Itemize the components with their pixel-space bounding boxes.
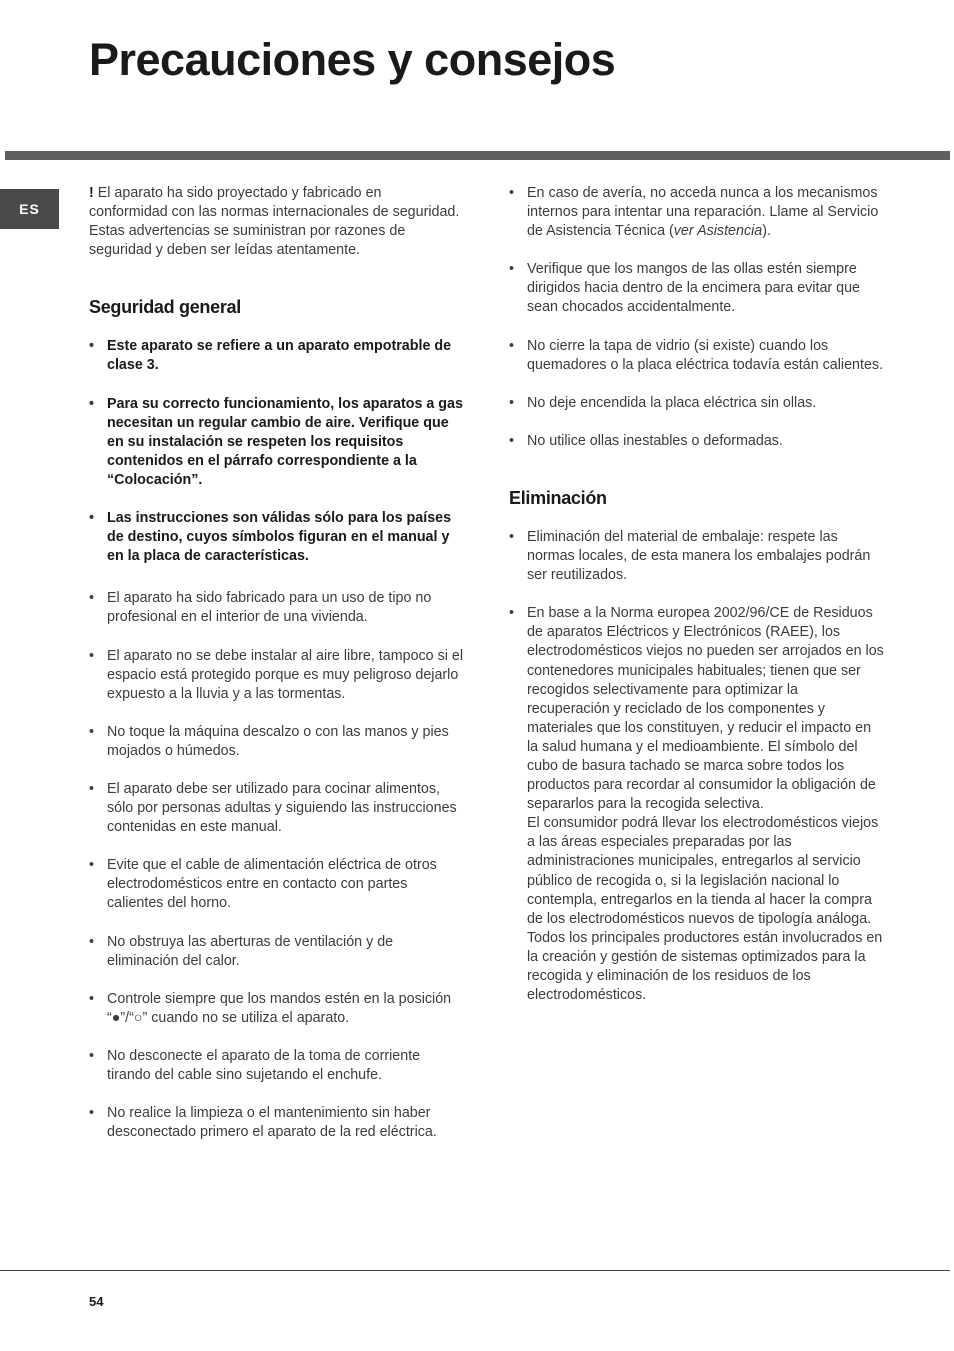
list-item: • No utilice ollas inestables o deformadas.	[509, 432, 884, 451]
list-item: • El aparato debe ser utilizado para cocinar alimentos, sólo por personas adultas y siguiendo las instrucciones contenidas en este manual.	[89, 780, 464, 837]
seguridad-heading: Seguridad general	[89, 297, 241, 318]
list-item: • No cierre la tapa de vidrio (si existe) cuando los quemadores o la placa eléctrica todavía están calientes.	[509, 337, 884, 375]
intro-paragraph	[89, 184, 464, 260]
warning-mark: !	[89, 185, 94, 201]
intro-text: El aparato ha sido proyectado y fabricado en conformidad con las normas internacionales de seguridad. Estas advertencias se suministran por razones de seguridad y deben ser leídas atentamente.	[89, 185, 460, 259]
seguridad-bold-list	[89, 337, 464, 566]
precautions-list	[509, 184, 884, 451]
list-item: • No desconecte el aparato de la toma de corriente tirando del cable sino sujetando el enchufe.	[89, 1047, 464, 1085]
list-item: • Eliminación del material de embalaje: respete las normas locales, de esta manera los embalajes podrán ser reutilizados.	[509, 528, 884, 585]
list-item: • No realice la limpieza o el mantenimiento sin haber desconectado primero el aparato de la red eléctrica.	[89, 1104, 464, 1142]
list-item	[509, 604, 884, 1005]
list-item: • No toque la máquina descalzo o con las manos y pies mojados o húmedos.	[89, 723, 464, 761]
averia-end: ).	[762, 223, 771, 240]
list-item	[509, 184, 884, 241]
list-item: • El aparato ha sido fabricado para un uso de tipo no profesional en el interior de una vivienda.	[89, 589, 464, 627]
list-item: • Verifique que los mangos de las ollas estén siempre dirigidos hacia dentro de la encimera para evitar que sean chocados accidentalmente.	[509, 260, 884, 317]
list-item: • Las instrucciones son válidas sólo para los países de destino, cuyos símbolos figuran en el manual y en la placa de características.	[89, 509, 464, 566]
eliminacion-heading: Eliminación	[509, 487, 607, 508]
raee-paragraph: • En base a la Norma europea 2002/96/CE de Residuos de aparatos Eléctricos y Electrónicos (RAEE), los electrodomésticos viejos no pueden ser arrojados en los contenedores municipales habituales; tienen que ser recogidos selectivamente para optimizar la recuperación y reciclado de los componentes y materiales que los constituyen, y reducir el impacto en la salud humana y el medioambiente. El símbolo del cubo de basura tachado se marca sobre todos los productos para recordar al consumidor la obligación de separarlos para la recogida selectiva.	[527, 605, 884, 813]
list-item: • Para su correcto funcionamiento, los aparatos a gas necesitan un regular cambio de aire. Verifique que en su instalación se respeten los requisitos contenidos en el párrafo correspondiente a la “Colocación”.	[89, 395, 464, 490]
header-rule	[5, 151, 950, 160]
page-number: 54	[89, 1294, 104, 1309]
eliminacion-list	[509, 528, 884, 1005]
right-column	[509, 184, 884, 1005]
list-item: • Este aparato se refiere a un aparato empotrable de clase 3.	[89, 337, 464, 375]
list-item: • El aparato no se debe instalar al aire libre, tampoco si el espacio está protegido porque es muy peligroso dejarlo expuesto a la lluvia y a las tormentas.	[89, 647, 464, 704]
averia-text: En caso de avería, no acceda nunca a los mecanismos internos para intentar una reparación. Llame al Servicio de Asistencia Técnica (	[527, 185, 879, 240]
raee-paragraph-3: Todos los principales productores están involucrados en la creación y gestión de sistemas optimizados para la recogida y eliminación de los residuos de los electrodomésticos.	[527, 929, 883, 1004]
list-item: • Evite que el cable de alimentación eléctrica de otros electrodomésticos entre en contacto con partes calientes del horno.	[89, 856, 464, 913]
list-item: • No deje encendida la placa eléctrica sin ollas.	[509, 394, 884, 413]
language-tab: ES	[0, 189, 59, 229]
page-title: Precauciones y consejos	[89, 34, 616, 85]
asistencia-reference: ver Asistencia	[673, 223, 763, 240]
list-item: • No obstruya las aberturas de ventilación y de eliminación del calor.	[89, 933, 464, 971]
left-column	[89, 184, 464, 1142]
list-item: • Controle siempre que los mandos estén en la posición “●”/“○” cuando no se utiliza el aparato.	[89, 990, 464, 1028]
raee-paragraph-2: El consumidor podrá llevar los electrodomésticos viejos a las áreas especiales preparadas por las administraciones municipales, entregarlos al servicio público de recogida o, si la legislación nacional lo contempla, entregarlos en la tienda al hacer la compra de los electrodomésticos nuevos de tipología análoga.	[527, 815, 879, 927]
footer-rule	[0, 1270, 950, 1271]
seguridad-list	[89, 589, 464, 1142]
